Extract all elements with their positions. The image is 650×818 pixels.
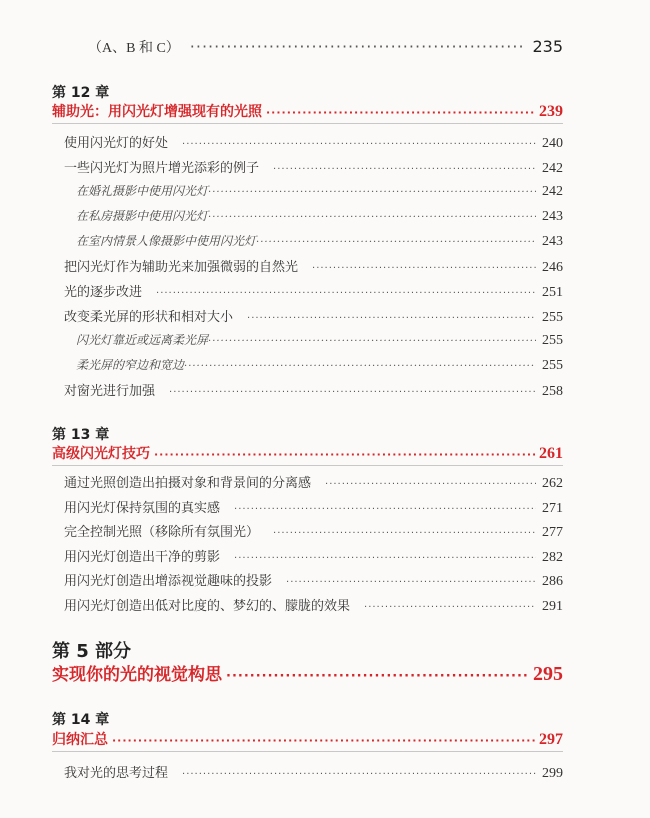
toc-subentry <box>76 182 563 200</box>
dot-leader <box>273 528 536 539</box>
toc-entry-text: 完全控制光照（移除所有氛围光） <box>64 525 260 540</box>
dot-leader <box>208 336 536 347</box>
toc-subentry-page: 243 <box>542 234 563 249</box>
dot-leader <box>273 164 536 175</box>
part-5-label: 第 5 部分 <box>52 641 132 662</box>
toc-entry-text: 通过光照创造出拍摄对象和背景间的分离感 <box>64 476 312 491</box>
dot-leader <box>182 769 536 780</box>
toc-entry <box>64 380 563 400</box>
dot-leader <box>226 669 529 684</box>
toc-subentry <box>76 331 563 349</box>
toc-entry-page: 299 <box>542 766 563 781</box>
toc-entry-text: （A、B 和 C） <box>88 41 180 56</box>
dot-leader <box>154 448 535 461</box>
dot-leader <box>234 504 536 515</box>
toc-entry-continued <box>88 37 563 57</box>
dot-leader <box>182 139 536 150</box>
part-5-title-row <box>52 660 563 686</box>
part-5-title: 实现你的光的视觉构思 <box>52 665 222 685</box>
dot-leader <box>364 602 536 613</box>
toc-entry <box>64 281 563 301</box>
chapter-13-title: 高级闪光灯技巧 <box>52 446 150 462</box>
chapter-12-rule <box>52 123 563 124</box>
dot-leader <box>184 361 536 372</box>
toc-entry-text: 改变柔光屏的形状和相对大小 <box>64 310 234 325</box>
toc-entry-page: 240 <box>542 136 563 151</box>
toc-entry-page: 262 <box>542 476 563 491</box>
chapter-12-title-row <box>52 101 563 121</box>
toc-subentry-text: 在婚礼摄影中使用闪光灯 <box>76 184 209 198</box>
toc-entry <box>64 472 563 492</box>
toc-subentry-text: 在私房摄影中使用闪光灯 <box>76 209 209 223</box>
toc-subentry-page: 255 <box>542 333 563 348</box>
chapter-12-page: 239 <box>539 103 563 120</box>
dot-leader <box>256 237 536 248</box>
toc-entry-text: 我对光的思考过程 <box>64 766 169 781</box>
chapter-14-rule <box>52 751 563 752</box>
toc-entry <box>64 546 563 566</box>
toc-subentry <box>76 356 563 374</box>
toc-entry-text: 一些闪光灯为照片增光添彩的例子 <box>64 161 260 176</box>
chapter-13-label: 第 13 章 <box>52 427 110 443</box>
dot-leader <box>312 263 536 274</box>
toc-subentry <box>76 232 563 250</box>
toc-entry <box>64 132 563 152</box>
toc-entry-page: 277 <box>542 525 563 540</box>
chapter-13-title-row <box>52 443 563 463</box>
toc-entry-text: 用闪光灯保持氛围的真实感 <box>64 501 221 516</box>
toc-entry-page: 235 <box>532 37 563 56</box>
dot-leader <box>266 106 535 119</box>
chapter-12-label: 第 12 章 <box>52 85 110 101</box>
toc-subentry-page: 255 <box>542 358 563 373</box>
dot-leader <box>169 387 536 398</box>
toc-entry-page: 255 <box>542 310 563 325</box>
toc-entry-text: 用闪光灯创造出增添视觉趣味的投影 <box>64 574 273 589</box>
dot-leader <box>190 37 527 56</box>
toc-entry-page: 242 <box>542 161 563 176</box>
toc-subentry-page: 243 <box>542 209 563 224</box>
dot-leader <box>234 553 536 564</box>
chapter-13-rule <box>52 465 563 466</box>
chapter-14-title: 归纳汇总 <box>52 732 108 748</box>
toc-entry-page: 282 <box>542 550 563 565</box>
toc-entry-page: 246 <box>542 260 563 275</box>
dot-leader <box>286 577 536 588</box>
toc-subentry-text: 闪光灯靠近或远离柔光屏 <box>76 333 209 347</box>
chapter-12-title: 辅助光：用闪光灯增强现有的光照 <box>52 104 262 120</box>
toc-entry-page: 271 <box>542 501 563 516</box>
toc-entry <box>64 256 563 276</box>
toc-entry-page: 251 <box>542 285 563 300</box>
toc-entry-page: 286 <box>542 574 563 589</box>
dot-leader <box>208 187 536 198</box>
part-5-page: 295 <box>533 663 563 685</box>
chapter-14-label: 第 14 章 <box>52 712 110 728</box>
toc-entry-page: 291 <box>542 599 563 614</box>
toc-entry-text: 用闪光灯创造出低对比度的、梦幻的、朦胧的效果 <box>64 599 351 614</box>
dot-leader <box>156 288 536 299</box>
toc-subentry-text: 在室内情景人像摄影中使用闪光灯 <box>76 234 257 248</box>
dot-leader <box>325 479 536 490</box>
toc-entry-text: 把闪光灯作为辅助光来加强微弱的自然光 <box>64 260 299 275</box>
toc-entry <box>64 157 563 177</box>
toc-entry <box>64 497 563 517</box>
dot-leader <box>208 212 536 223</box>
toc-entry <box>64 762 563 782</box>
toc-subentry <box>76 207 563 225</box>
toc-entry <box>64 595 563 615</box>
toc-entry-text: 光的逐步改进 <box>64 285 143 300</box>
toc-subentry-page: 242 <box>542 184 563 199</box>
toc-entry <box>64 306 563 326</box>
toc-entry-text: 用闪光灯创造出干净的剪影 <box>64 550 221 565</box>
toc-entry <box>64 570 563 590</box>
chapter-14-title-row <box>52 729 563 749</box>
toc-entry <box>64 521 563 541</box>
dot-leader <box>247 313 536 324</box>
chapter-13-page: 261 <box>539 445 563 462</box>
chapter-14-page: 297 <box>539 731 563 748</box>
toc-subentry-text: 柔光屏的窄边和宽边 <box>76 358 185 372</box>
dot-leader <box>112 734 535 747</box>
toc-entry-page: 258 <box>542 384 563 399</box>
toc-entry-text: 使用闪光灯的好处 <box>64 136 169 151</box>
toc-entry-text: 对窗光进行加强 <box>64 384 156 399</box>
